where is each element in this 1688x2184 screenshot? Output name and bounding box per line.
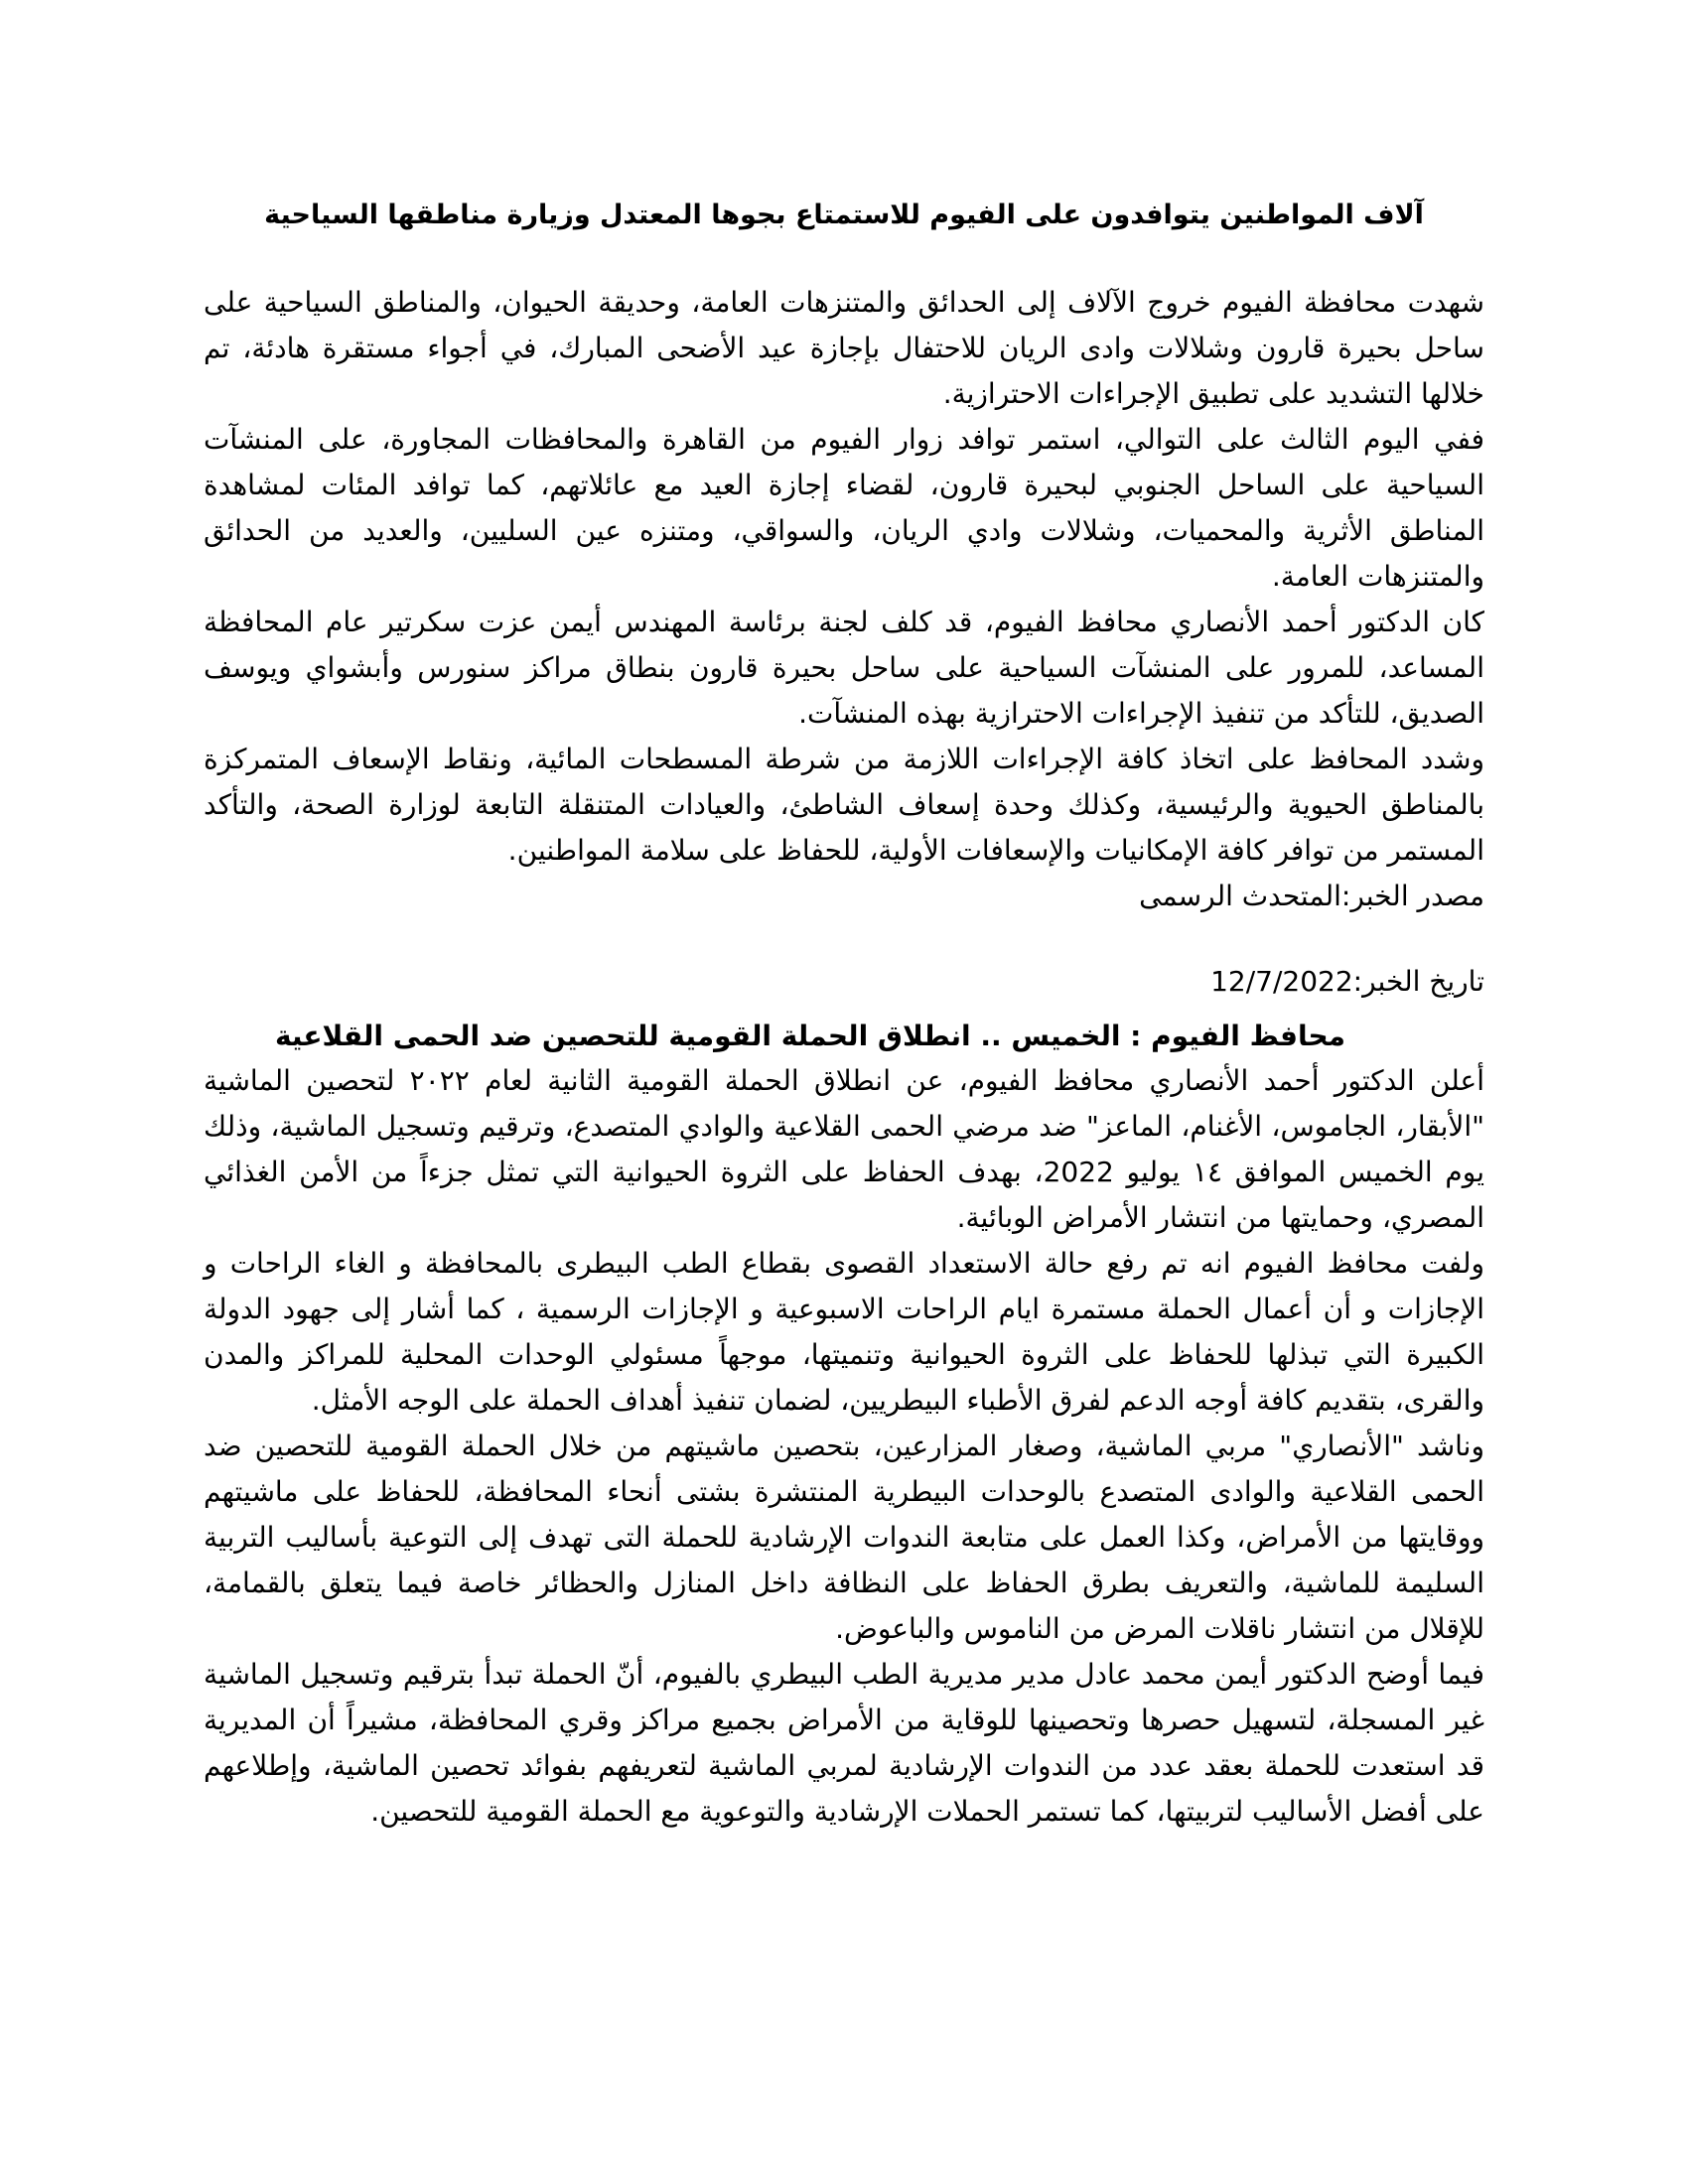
article-2-paragraph-1: أعلن الدكتور أحمد الأنصاري محافظ الفيوم، عن انطلاق الحملة القومية الثانية لعام ٢٠٢٢ لتحصين الماشية "الأبقار، الجاموس، الأغنام، الماعز" ضد مرضي الحمى القلاعية والوادي المتصدع، وترقيم وتسجيل الماشية، وذلك يوم الخميس الموافق ١٤ يوليو 2022، بهدف الحفاظ على الثروة الحيوانية التي تمثل جزءاً من الأمن الغذائي المصري، وحمايتها من انتشار الأمراض الوبائية. (204, 1064, 1485, 1234)
article-1 (204, 196, 1484, 235)
news-source: مصدر الخبر:المتحدث الرسمى (1139, 880, 1484, 912)
article-1-paragraph-4: وشدد المحافظ على اتخاذ كافة الإجراءات اللازمة من شرطة المسطحات المائية، ونقاط الإسعاف المتمركزة بالمناطق الحيوية والرئيسية، وكذلك وحدة إسعاف الشاطئ، والعيادات المتنقلة التابعة لوزارة الصحة، والتأكد المستمر من توافر كافة الإمكانيات والإسعافات الأولية، للحفاظ على سلامة المواطنين. (204, 743, 1484, 867)
news-date-label: تاريخ الخبر: (1352, 965, 1484, 998)
article-1-title: آلاف المواطنين يتوافدون على الفيوم للاستمتاع بجوها المعتدل وزيارة مناطقها السياحية (264, 200, 1424, 230)
article-2-paragraph-4: فيما أوضح الدكتور أيمن محمد عادل مدير مديرية الطب البيطري بالفيوم، أنّ الحملة تبدأ بترقيم وتسجيل الماشية غير المسجلة، لتسهيل حصرها وتحصينها للوقاية من الأمراض بجميع مراكز وقري المحافظة، مشيراً أن المديرية قد استعدت للحملة بعقد عدد من الندوات الإرشادية لمربي الماشية لتعريفهم بفوائد تحصين الماشية، وإطلاعهم على أفضل الأساليب لتربيتها، كما تستمر الحملات الإرشادية والتوعوية مع الحملة القومية للتحصين. (204, 1658, 1484, 1828)
article-1-paragraph-2: ففي اليوم الثالث على التوالي، استمر توافد زوار الفيوم من القاهرة والمحافظات المجاورة، على المنشآت السياحية على الساحل الجنوبي لبحيرة قارون، لقضاء إجازة العيد مع عائلاتهم، كما توافد المئات لمشاهدة المناطق الأثرية والمحميات، وشلالات وادي الريان، والسواقي، ومتنزه عين السليين، والعديد من الحدائق والمتنزهات العامة. (204, 423, 1484, 593)
article-2 (204, 1015, 1484, 1835)
news-date (204, 959, 1484, 1005)
article-1-paragraph-1: شهدت محافظة الفيوم خروج الآلاف إلى الحدائق والمتنزهات العامة، وحديقة الحيوان، والمناطق السياحية على ساحل بحيرة قارون وشلالات وادى الريان للاحتفال بإجازة عيد الأضحى المبارك، في أجواء مستقرة هادئة، تم خلالها التشديد على تطبيق الإجراءات الاحترازية. (204, 286, 1484, 410)
article-1-paragraph-3: كان الدكتور أحمد الأنصاري محافظ الفيوم، قد كلف لجنة برئاسة المهندس أيمن عزت سكرتير عام المحافظة المساعد، للمرور على المنشآت السياحية على ساحل بحيرة قارون بنطاق مراكز سنورس وأبشواي ويوسف الصديق، للتأكد من تنفيذ الإجراءات الاحترازية بهذه المنشآت. (204, 606, 1484, 730)
article-2-title: محافظ الفيوم : الخميس .. انطلاق الحملة القومية للتحصين ضد الحمى القلاعية (274, 1020, 1345, 1052)
article-2-paragraph-3: وناشد "الأنصاري" مربي الماشية، وصغار المزارعين، بتحصين ماشيتهم من خلال الحملة القومية للتحصين ضد الحمى القلاعية والوادى المتصدع بالوحدات البيطرية المنتشرة بشتى أنحاء المحافظة، للحفاظ على ماشيتهم ووقايتها من الأمراض، وكذا العمل على متابعة الندوات الإرشادية للحملة التى تهدف إلى التوعية بأساليب التربية السليمة للماشية، والتعريف بطرق الحفاظ على النظافة داخل المنازل والحظائر خاصة فيما يتعلق بالقمامة، للإقلال من انتشار ناقلات المرض من الناموس والباعوض. (204, 1430, 1484, 1645)
news-date-value: 12/7/2022 (1210, 965, 1353, 998)
article-2-paragraph-2: ولفت محافظ الفيوم انه تم رفع حالة الاستعداد القصوى بقطاع الطب البيطرى بالمحافظة و الغاء الراحات و الإجازات و أن أعمال الحملة مستمرة ايام الراحات الاسبوعية و الإجازات الرسمية ، كما أشار إلى جهود الدولة الكبيرة التي تبذلها للحفاظ على الثروة الحيوانية وتنميتها، موجهاً مسئولي الوحدات المحلية للمراكز والمدن والقرى، بتقديم كافة أوجه الدعم لفرق الأطباء البيطريين، لضمان تنفيذ أهداف الحملة على الوجه الأمثل. (204, 1247, 1484, 1417)
article-1-body (204, 280, 1484, 1005)
